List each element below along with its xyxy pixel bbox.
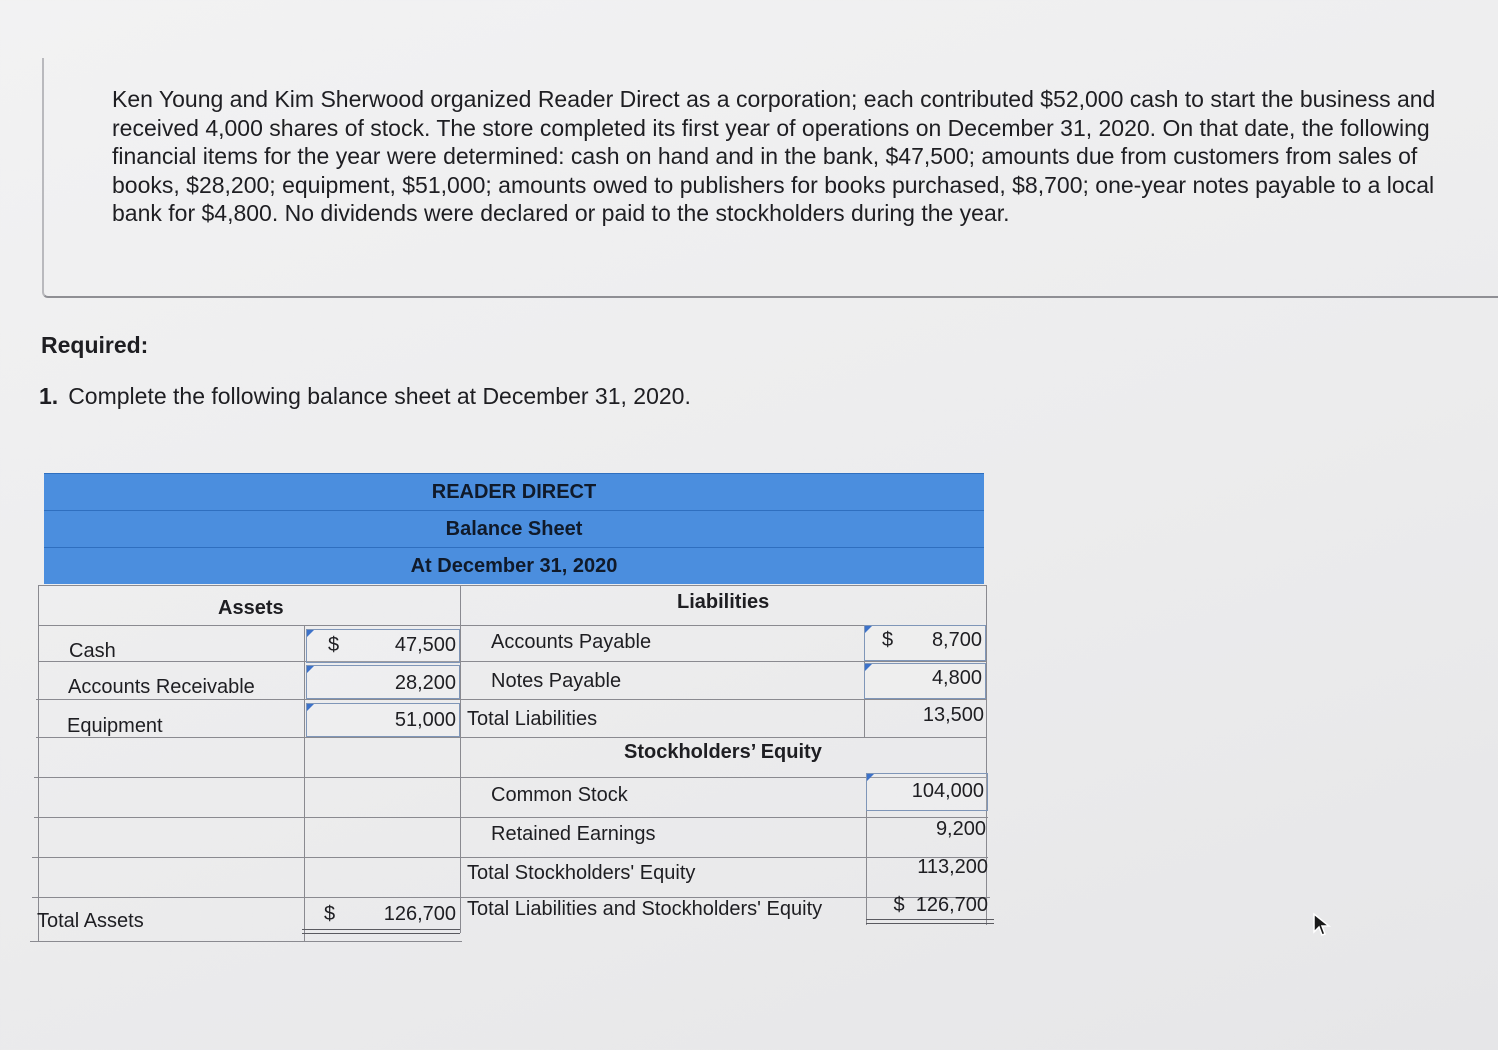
grid-line xyxy=(38,585,986,586)
task-instruction xyxy=(39,383,691,410)
retained-earnings-amount: 9,200 xyxy=(935,818,986,840)
equity-header: Stockholders’ Equity xyxy=(624,741,822,763)
task-number: 1. xyxy=(39,383,59,409)
equity-label-retained: Retained Earnings xyxy=(491,823,656,845)
grid-line xyxy=(34,777,986,778)
equipment-amount: 51,000 xyxy=(394,709,456,731)
balance-sheet xyxy=(30,473,996,945)
assets-header: Assets xyxy=(218,597,284,619)
sheet-date: At December 31, 2020 xyxy=(44,547,984,584)
total-liabilities-label: Total Liabilities xyxy=(467,708,598,730)
grid-line xyxy=(460,585,461,933)
grid-line xyxy=(304,625,305,941)
liability-label-notes: Notes Payable xyxy=(491,670,622,692)
grid-line xyxy=(32,857,988,858)
total-liab-equity-amount: $ 126,700 xyxy=(893,894,988,916)
cash-amount: 47,500 xyxy=(394,634,456,656)
asset-label-cash: Cash xyxy=(69,640,116,662)
sheet-title: Balance Sheet xyxy=(44,510,984,547)
grid-line xyxy=(38,661,986,662)
total-assets-label: Total Assets xyxy=(37,910,144,932)
problem-text: Ken Young and Kim Sherwood organized Reader Direct as a corporation; each contributed $52,000 cash to start the business and received 4,000 shares of stock. The store completed its first year of operations on December 31, 2020. On that date, the following financial items for the year were determined: cash on hand and in the bank, $47,500; amounts due from customers from sales of books, $28,200; equipment, $51,000; amounts owed to publishers for books purchased, $8,700; one-year notes payable to a local bank for $4,800. No dividends were declared or paid to the stockholders during the year. xyxy=(112,86,1436,226)
grid-line xyxy=(38,625,986,626)
double-underline xyxy=(866,919,994,924)
total-liabilities-amount: 13,500 xyxy=(922,704,984,726)
total-assets-currency: $ xyxy=(324,903,336,925)
liabilities-header: Liabilities xyxy=(677,591,770,613)
total-liab-equity-label: Total Liabilities and Stockholders' Equity xyxy=(467,898,823,920)
double-underline xyxy=(302,929,460,934)
grid-line xyxy=(30,941,462,942)
equity-label-common-stock: Common Stock xyxy=(491,784,628,806)
task-text: Complete the following balance sheet at December 31, 2020. xyxy=(68,383,691,409)
company-name: READER DIRECT xyxy=(44,473,984,510)
common-stock-amount: 104,000 xyxy=(911,780,984,802)
grid-line xyxy=(36,699,986,700)
grid-line xyxy=(38,585,39,941)
required-label: Required: xyxy=(41,332,149,358)
total-equity-label: Total Stockholders' Equity xyxy=(467,862,696,884)
cash-currency: $ xyxy=(328,634,340,656)
payable-currency: $ xyxy=(882,629,894,651)
notes-amount: 4,800 xyxy=(931,667,982,689)
total-equity-amount: 113,200 xyxy=(917,856,988,878)
mouse-pointer-icon xyxy=(1312,912,1332,938)
receivable-amount: 28,200 xyxy=(394,672,456,694)
liability-label-payable: Accounts Payable xyxy=(491,631,652,653)
payable-amount: 8,700 xyxy=(931,629,982,651)
total-assets-amount: 126,700 xyxy=(383,903,456,925)
asset-label-equipment: Equipment xyxy=(67,715,163,737)
grid-line xyxy=(34,817,988,818)
grid-line xyxy=(36,737,986,738)
asset-label-receivable: Accounts Receivable xyxy=(68,676,255,698)
